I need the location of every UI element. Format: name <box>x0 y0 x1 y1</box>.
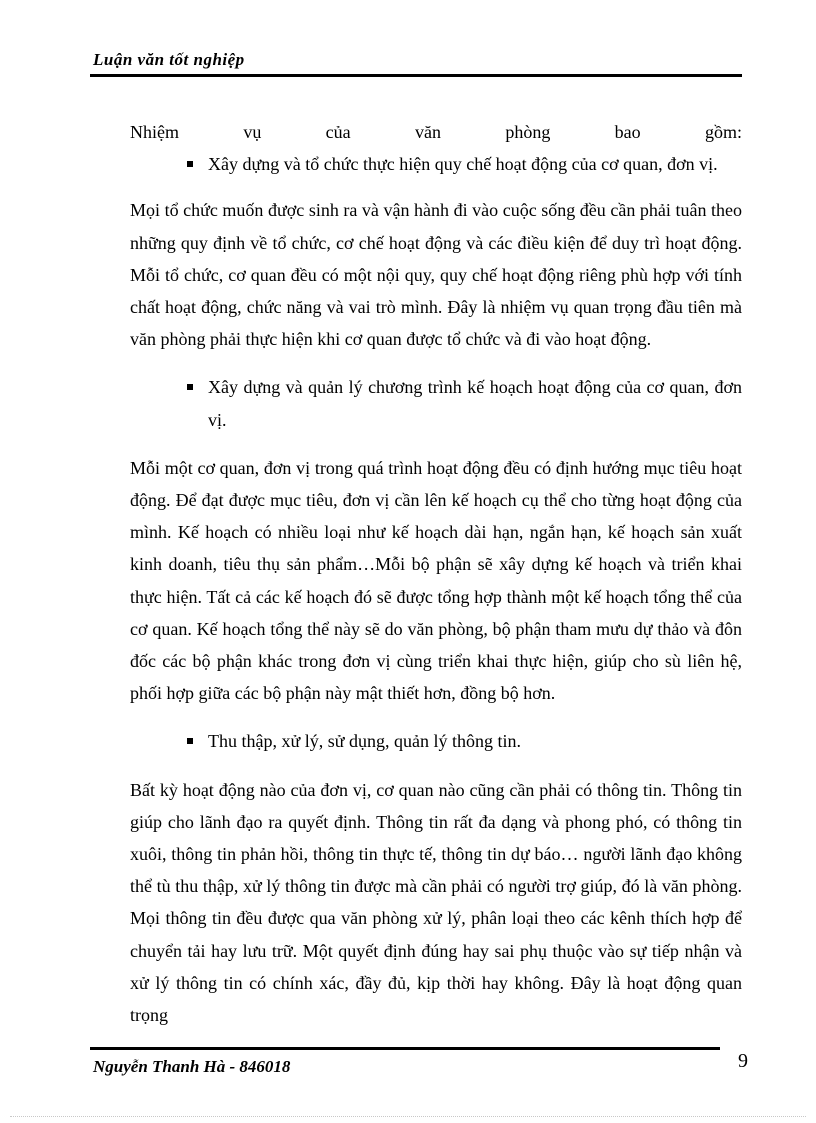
page-edge <box>10 1116 806 1117</box>
footer-divider <box>90 1047 720 1050</box>
bullet-item-2: Xây dựng và quản lý chương trình kế hoạch hoạt động của cơ quan, đơn vị. <box>158 371 742 435</box>
paragraph-2: Mỗi một cơ quan, đơn vị trong quá trình hoạt động đều có định hướng mục tiêu hoạt động. Để đạt được mục tiêu, đơn vị cần lên kế hoạch cụ thể cho từng hoạt động của mình. Kế hoạch có nhiều loại như kế hoạch dài hạn, ngắn hạn, kế hoạch sản xuất kinh doanh, tiêu thụ sản phẩm…Mỗi bộ phận sẽ xây dựng kế hoạch và triển khai thực hiện. Tất cả các kế hoạch đó sẽ được tổng hợp thành một kế hoạch tổng thể của cơ quan. Kế hoạch tổng thể này sẽ do văn phòng, bộ phận tham mưu dự thảo và đôn đốc các bộ phận khác trong đơn vị cùng triển khai thực hiện, giúp cho sù liên hệ, phối hợp giữa các bộ phận này mật thiết hơn, đồng bộ hơn. <box>130 457 742 704</box>
intro-line: Nhiệm vụ của văn phòng bao gồm: <box>130 122 742 142</box>
header-divider <box>90 74 742 77</box>
page-number: 9 <box>738 1050 748 1072</box>
document-body <box>130 116 742 1031</box>
bullet-item-1: Xây dựng và tổ chức thực hiện quy chế hoạt động của cơ quan, đơn vị. <box>158 148 742 180</box>
paragraph-1: Mọi tổ chức muốn được sinh ra và vận hành đi vào cuộc sống đều cần phải tuân theo những quy định về tổ chức, cơ chế hoạt động và các điều kiện để duy trì hoạt động. Mỗi tổ chức, cơ quan đều có một nội quy, quy chế hoạt động riêng phù hợp với tính chất hoạt động, chức năng và vai trò mình. Đây là nhiệm vụ quan trọng đầu tiên mà văn phòng phải thực hiện khi cơ quan được tổ chức và đi vào hoạt động. <box>130 200 742 350</box>
footer-author: Nguyễn Thanh Hà - 846018 <box>93 1057 291 1076</box>
bullet-item-3: Thu thập, xử lý, sử dụng, quản lý thông tin. <box>158 725 742 757</box>
paragraph-3: Bất kỳ hoạt động nào của đơn vị, cơ quan nào cũng cần phải có thông tin. Thông tin giúp cho lãnh đạo ra quyết định. Thông tin rất đa dạng và phong phó, có thông tin xuôi, thông tin phản hồi, thông tin thực tế, thông tin dự báo… người lãnh đạo không thể tù thu thập, xử lý thông tin được mà cần phải có người trợ giúp, đó là văn phòng. Mọi thông tin đều được qua văn phòng xử lý, phân loại theo các kênh thích hợp để chuyển tải hay lưu trữ. Một quyết định đúng hay sai phụ thuộc vào sự tiếp nhận và xử lý thông tin có chính xác, đầy đủ, kịp thời hay không. Đây là hoạt động quan trọng <box>130 779 742 1026</box>
header-title: Luận văn tốt nghiệp <box>93 50 245 69</box>
